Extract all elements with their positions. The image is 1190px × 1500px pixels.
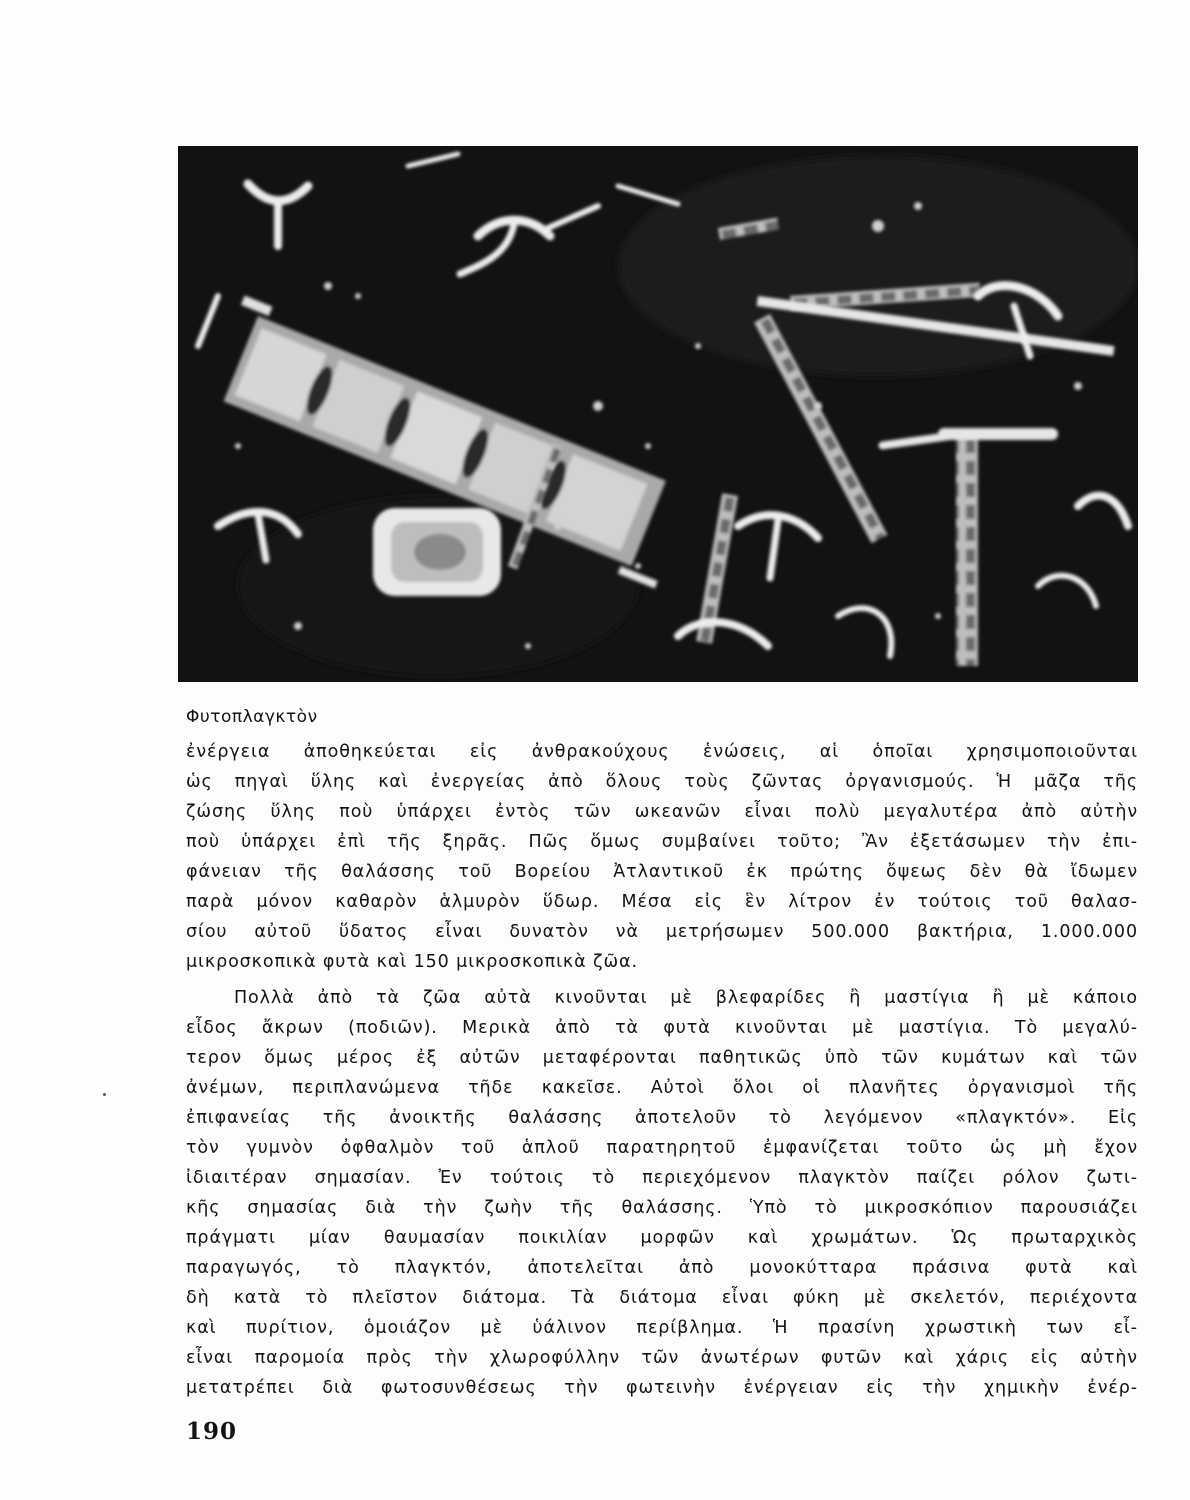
paragraph-2 (186, 983, 1138, 1403)
paragraph-line: ποὺ ὑπάρχει ἐπὶ τῆς ξηρᾶς. Πῶς ὅμως συμβαίνει τοῦτο; Ἂν ἐξετάσωμεν τὴν ἐπι- (186, 832, 1138, 852)
paragraph-line: ἀνέμων, περιπλανώμενα τῆδε κακεῖσε. Αὐτοὶ ὅλοι οἱ πλανῆτες ὀργανισμοὶ τῆς (186, 1078, 1138, 1098)
paragraph-line: μικροσκοπικὰ φυτὰ καὶ 150 μικροσκοπικὰ ζῶα. (186, 952, 638, 972)
scan-speck (103, 1093, 106, 1096)
paragraph-line: ἐνέργεια ἀποθηκεύεται εἰς ἀνθρακούχους ἑνώσεις, αἱ ὁποῖαι χρησιμοποιοῦνται (186, 742, 1138, 762)
figure-caption: Φυτοπλαγκτὸν (186, 707, 318, 727)
paragraph-line: παρὰ μόνον καθαρὸν ἁλμυρὸν ὕδωρ. Μέσα εἰς ἓν λίτρον ἐν τούτοις τοῦ θαλασ- (186, 892, 1138, 912)
page-number: 190 (186, 1418, 238, 1445)
paragraph-line: τὸν γυμνὸν ὀφθαλμὸν τοῦ ἁπλοῦ παρατηρητοῦ ἐμφανίζεται τοῦτο ὡς μὴ ἔχον (186, 1138, 1138, 1158)
paragraph-line: καὶ πυρίτιον, ὁμοιάζον μὲ ὑάλινον περίβλημα. Ἡ πρασίνη χρωστικὴ των εἶ- (186, 1318, 1138, 1338)
paragraph-line: ζώσης ὕλης ποὺ ὑπάρχει ἐντὸς τῶν ωκεανῶν εἶναι πολὺ μεγαλυτέρα ἀπὸ αὐτὴν (186, 802, 1138, 822)
phytoplankton-microscope-image (178, 146, 1138, 682)
paragraph-line: μετατρέπει διὰ φωτοσυνθέσεως τὴν φωτεινὴν ἐνέργειαν εἰς τὴν χημικὴν ἐνέρ- (186, 1378, 1138, 1398)
paragraph-line: δὴ κατὰ τὸ πλεῖστον διάτομα. Τὰ διάτομα εἶναι φύκη μὲ σκελετόν, περιέχοντα (186, 1288, 1138, 1308)
paragraph-line: ἐπιφανείας τῆς ἀνοικτῆς θαλάσσης ἀποτελοῦν τὸ λεγόμενον «πλαγκτόν». Εἰς (186, 1108, 1138, 1128)
paragraph-line: εἶδος ἄκρων (ποδιῶν). Μερικὰ ἀπὸ τὰ φυτὰ κινοῦνται μὲ μαστίγια. Τὸ μεγαλύ- (186, 1018, 1138, 1038)
paragraph-line: σίου αὐτοῦ ὕδατος εἶναι δυνατὸν νὰ μετρήσωμεν 500.000 βακτήρια, 1.000.000 (186, 922, 1138, 942)
paragraph-line: κῆς σημασίας διὰ τὴν ζωὴν τῆς θαλάσσης. Ὑπὸ τὸ μικροσκόπιον παρουσιάζει (186, 1198, 1138, 1218)
paragraph-1 (186, 737, 1138, 977)
paragraph-line: Πολλὰ ἀπὸ τὰ ζῶα αὐτὰ κινοῦνται μὲ βλεφαρίδες ἢ μαστίγια ἢ μὲ κάποιο (234, 988, 1138, 1008)
paragraph-line: ἰδιαιτέραν σημασίαν. Ἐν τούτοις τὸ περιεχόμενον πλαγκτὸν παίζει ρόλον ζωτι- (186, 1168, 1138, 1188)
paragraph-line: φάνειαν τῆς θαλάσσης τοῦ Βορείου Ἀτλαντικοῦ ἐκ πρώτης ὄψεως δὲν θὰ ἴδωμεν (186, 862, 1138, 882)
paragraph-line: πράγματι μίαν θαυμασίαν ποικιλίαν μορφῶν καὶ χρωμάτων. Ὡς πρωταρχικὸς (186, 1228, 1138, 1248)
paragraph-line: παραγωγός, τὸ πλαγκτόν, ἀποτελεῖται ἀπὸ μονοκύτταρα πράσινα φυτὰ καὶ (186, 1258, 1138, 1278)
paragraph-line: ὡς πηγαὶ ὕλης καὶ ἐνεργείας ἀπὸ ὅλους τοὺς ζῶντας ὀργανισμούς. Ἡ μᾶζα τῆς (186, 772, 1138, 792)
paragraph-line: τερον ὅμως μέρος ἐξ αὐτῶν μεταφέρονται παθητικῶς ὑπὸ τῶν κυμάτων καὶ τῶν (186, 1048, 1138, 1068)
phytoplankton-photograph (178, 146, 1138, 682)
paragraph-line: εἶναι παρομοία πρὸς τὴν χλωροφύλλην τῶν ἀνωτέρων φυτῶν καὶ χάρις εἰς αὐτὴν (186, 1348, 1138, 1368)
